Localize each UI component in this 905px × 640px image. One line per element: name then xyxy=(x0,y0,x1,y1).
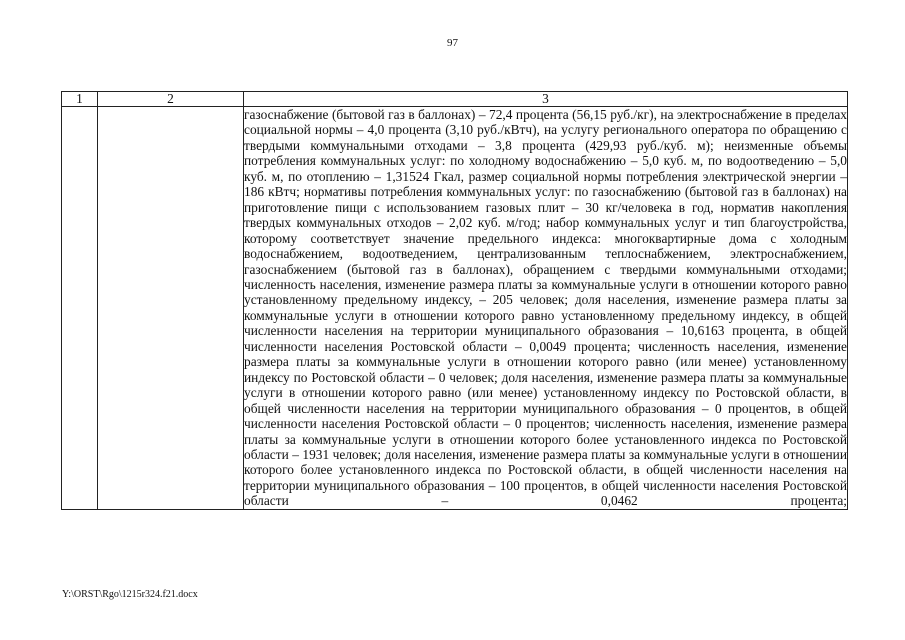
body-text: газоснабжение (бытовой газ в баллонах) – 72,4 процента (56,15 руб./кг), на электроснабжение в пределах социальной нормы – 4,0 процента (3,10 руб./кВтч), на услугу регионального оператора по обращению с твердыми коммунальными отходами – 3,8 процента (429,93 руб./куб. м); неизменные объемы потребления коммунальных услуг: по холодному водоснабжению – 5,0 куб. м, по водоотведению – 5,0 куб. м, по отоплению – 1,31524 Гкал, размер социальной нормы потребления электрической энергии – 186 кВтч; нормативы потребления коммунальных услуг: по газоснабжению (бытовой газ в баллонах) на приготовление пищи с использованием газовых плит – 30 кг/человека в год, норматив накопления твердых коммунальных отходов – 2,02 куб. м/год; набор коммунальных услуг и тип благоустройства, которому соответствует значение предельного индекса: многоквартирные дома с холодным водоснабжением, водоотведением, централизованным теплоснабжением, электроснабжением, газоснабжением (бытовой газ в баллонах), обращением с твердыми коммунальными отходами; численность населения, изменение размера платы за коммунальные услуги в отношении которого равно установленному предельному индексу, – 205 человек; доля населения, изменение размера платы за коммунальные услуги в отношении которого равно установленному предельному индексу, в общей численности населения на территории муниципального образования – 10,6163 процента, в общей численности населения Ростовской области – 0,0049 процента; численность населения, изменение размера платы за коммунальные услуги в отношении которого равно (или менее) установленному индексу по Ростовской области – 0 человек; доля населения, изменение размера платы за коммунальные услуги в отношении которого равно (или менее) установленному индексу по Ростовской области, в общей численности населения на территории муниципального образования – 0 процентов, в общей численности населения Ростовской области – 0 процентов; численность населения, изменение размера платы за коммунальные услуги в отношении которого более установленного индекса по Ростовской области – 1931 человек; доля населения, изменение размера платы за коммунальные услуги в отношении которого более установленного индекса по Ростовской области, в общей численности населения на территории муниципального образования – 100 процентов, в общей численности населения Ростовской области – 0,0462 процента; xyxy=(244,107,847,509)
table-header-row xyxy=(62,92,848,107)
page-number: 97 xyxy=(447,37,458,49)
column-header-3: 3 xyxy=(244,92,848,107)
table-row xyxy=(62,107,848,510)
column-header-1: 1 xyxy=(62,92,98,107)
table-cell-col2 xyxy=(98,107,244,510)
table-cell-col3 xyxy=(244,107,848,510)
file-path-footer: Y:\ORST\Rgo\1215r324.f21.docx xyxy=(62,589,198,600)
column-header-2: 2 xyxy=(98,92,244,107)
table-cell-col1 xyxy=(62,107,98,510)
document-table xyxy=(61,91,848,510)
